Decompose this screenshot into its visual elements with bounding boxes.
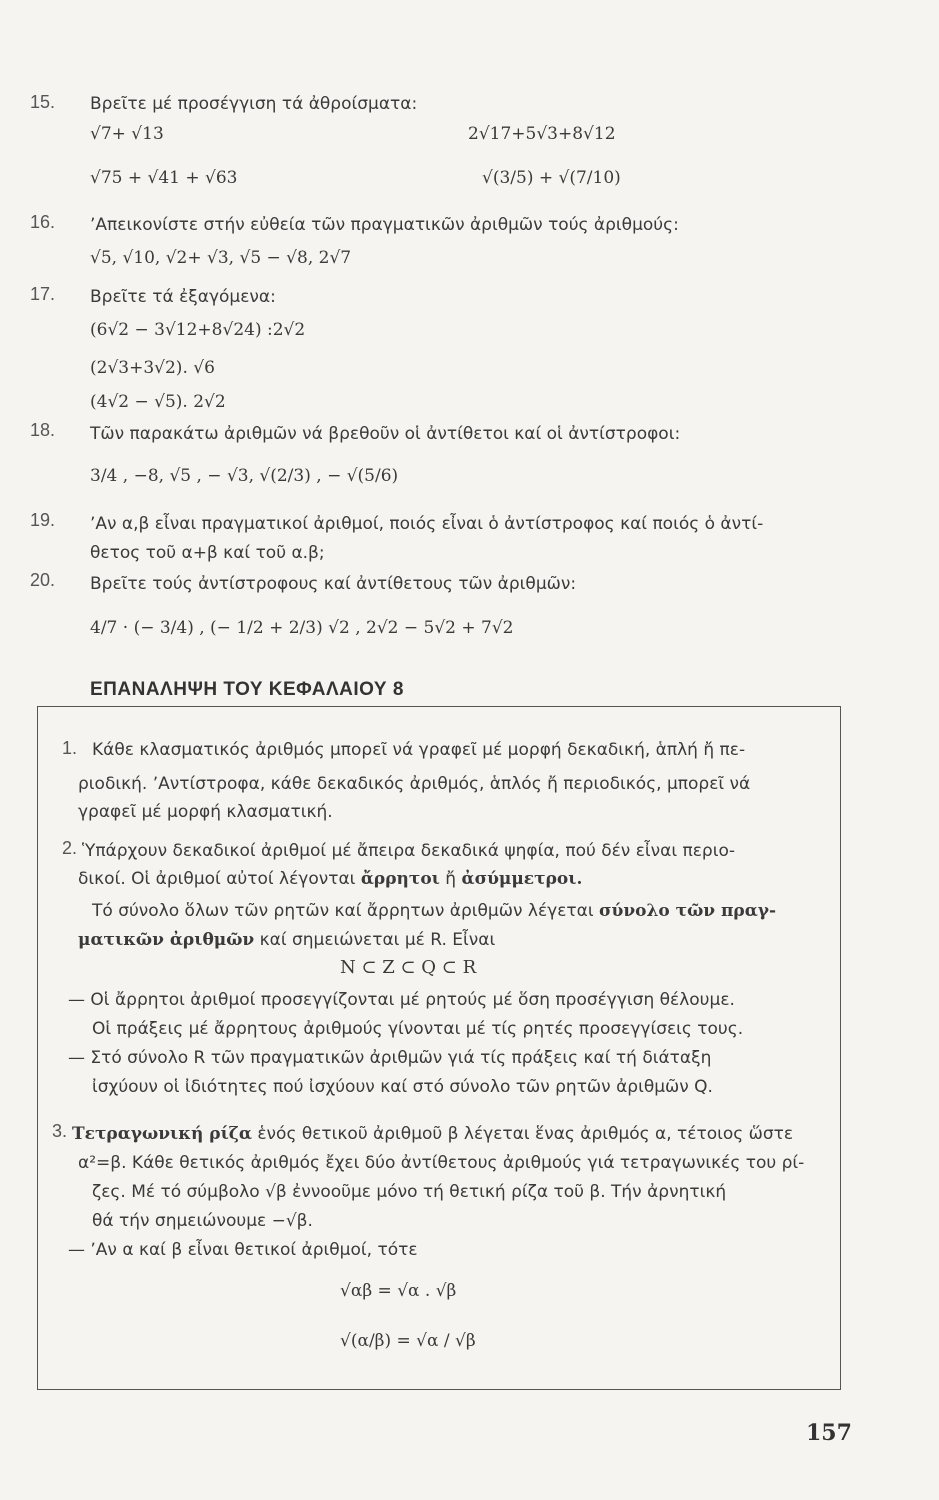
review-heading: ΕΠΑΝΑΛΗΨΗ ΤΟΥ ΚΕΦΑΛΑΙΟΥ 8 <box>90 679 404 700</box>
exercise-15-text: Βρεῖτε μέ προσέγγιση τά ἀθροίσματα: <box>90 94 418 114</box>
exercise-15-math-4: √(3/5) + √(7/10) <box>482 168 621 188</box>
exercise-18-math: 3/4 , −8, √5 , − √3, √(2/3) , − √(5/6) <box>90 466 399 486</box>
review-point-3-line-1: Τετραγωνική ρίζα ἑνός θετικοῦ ἀριθμοῦ β λέγεται ἕνας ἀριθμός α, τέτοιος ὥστε <box>72 1124 794 1144</box>
review-point-2-line-1: Ὑπάρχουν δεκαδικοί ἀριθμοί μέ ἄπειρα δεκαδικά ψηφία, πού δέν εἶναι περιο- <box>82 841 736 861</box>
exercise-17-line-3: (4√2 − √5). 2√2 <box>90 392 226 412</box>
review-dash-2-cont: ἰσχύουν οἱ ἰδιότητες πού ἰσχύουν καί στό σύνολο τῶν ρητῶν ἀριθμῶν Q. <box>92 1077 713 1097</box>
review-dash-1-cont: Οἱ πράξεις μέ ἄρρητους ἀριθμούς γίνονται μέ τίς ρητές προσεγγίσεις τους. <box>92 1019 744 1039</box>
review-point-1-line-3: γραφεῖ μέ μορφή κλασματική. <box>78 802 333 822</box>
review-point-1-line-2: ριοδική. ʼΑντίστροφα, κάθε δεκαδικός ἀριθμός, ἁπλός ἤ περιοδικός, μπορεῖ νά <box>78 774 751 794</box>
review-point-3-line-4: θά τήν σημειώνουμε −√β. <box>92 1211 313 1231</box>
review-dash-1: — Οἱ ἄρρητοι ἀριθμοί προσεγγίζονται μέ ρητούς μέ ὅση προσέγγιση θέλουμε. <box>68 990 735 1010</box>
exercise-20-number: 20. <box>30 570 56 590</box>
formula-quotient-root: √(α/β) = √α / √β <box>340 1331 476 1351</box>
page-number: 157 <box>806 1420 852 1446</box>
exercise-15-number: 15. <box>30 92 56 112</box>
exercise-20-text: Βρεῖτε τούς ἀντίστροφους καί ἀντίθετους τῶν ἀριθμῶν: <box>90 574 577 594</box>
exercise-18-text: Τῶν παρακάτω ἀριθμῶν νά βρεθοῦν οἱ ἀντίθετοι καί οἱ ἀντίστροφοι: <box>90 424 681 444</box>
review-point-3-line-2: α²=β. Κάθε θετικός ἀριθμός ἔχει δύο ἀντίθετους ἀριθμούς γιά τετραγωνικές του ρί- <box>78 1153 805 1173</box>
exercise-17-line-1: (6√2 − 3√12+8√24) :2√2 <box>90 320 306 340</box>
exercise-19-line-1: ʼΑν α,β εἶναι πραγματικοί ἀριθμοί, ποιός εἶναι ὁ ἀντίστροφος καί ποιός ὁ ἀντί- <box>90 514 764 534</box>
term-incommensurable: ἀσύμμετροι. <box>461 869 583 889</box>
formula-product-root: √αβ = √α . √β <box>340 1281 457 1301</box>
review-real-def-line-1: Τό σύνολο ὅλων τῶν ρητῶν καί ἄρρητων ἀριθμῶν λέγεται σύνολο τῶν πραγ- <box>92 901 777 921</box>
review-point-1-number: 1. <box>62 738 78 758</box>
review-real-def-line-2: ματικῶν ἀριθμῶν καί σημειώνεται μέ R. Εἶναι <box>78 930 496 950</box>
exercise-16-number: 16. <box>30 212 56 232</box>
review-dash-3: — ʼΑν α καί β εἶναι θετικοί ἀριθμοί, τότε <box>68 1240 418 1260</box>
term-square-root: Τετραγωνική ρίζα <box>72 1124 252 1144</box>
exercise-17-text: Βρεῖτε τά ἐξαγόμενα: <box>90 287 276 307</box>
review-point-3-number: 3. <box>52 1121 68 1141</box>
exercise-15-math-1: √7+ √13 <box>90 124 164 144</box>
exercise-17-line-2: (2√3+3√2). √6 <box>90 358 215 378</box>
set-inclusion-chain: N ⊂ Z ⊂ Q ⊂ R <box>340 957 477 978</box>
term-real-numbers-end: ματικῶν ἀριθμῶν <box>78 930 255 950</box>
review-point-1-line-1: Κάθε κλασματικός ἀριθμός μπορεῖ νά γραφεῖ μέ μορφή δεκαδική, ἁπλή ἤ πε- <box>92 740 746 760</box>
exercise-17-number: 17. <box>30 284 56 304</box>
term-real-numbers: σύνολο τῶν πραγ- <box>598 901 777 921</box>
exercise-19-number: 19. <box>30 510 56 530</box>
exercise-20-math: 4/7 · (− 3/4) , (− 1/2 + 2/3) √2 , 2√2 − 5√2 + 7√2 <box>90 618 514 638</box>
exercise-18-number: 18. <box>30 420 56 440</box>
exercise-15-math-2: 2√17+5√3+8√12 <box>468 124 616 144</box>
exercise-16-text: ʼΑπεικονίστε στήν εὐθεία τῶν πραγματικῶν ἀριθμῶν τούς ἀριθμούς: <box>90 215 679 235</box>
review-point-3-line-3: ζες. Μέ τό σύμβολο √β ἐννοοῦμε μόνο τή θετική ρίζα τοῦ β. Τήν ἀρνητική <box>92 1182 727 1202</box>
term-irrational: ἄρρητοι <box>360 869 440 889</box>
exercise-15-math-3: √75 + √41 + √63 <box>90 168 238 188</box>
review-dash-2: — Στό σύνολο R τῶν πραγματικῶν ἀριθμῶν γιά τίς πράξεις καί τή διάταξη <box>68 1048 712 1068</box>
review-point-2-line-2: δικοί. Οἱ ἀριθμοί αὐτοί λέγονται ἄρρητοι ἤ ἀσύμμετροι. <box>78 869 583 889</box>
exercise-19-line-2: θετος τοῦ α+β καί τοῦ α.β; <box>90 543 325 563</box>
review-point-2-number: 2. <box>62 838 78 858</box>
exercise-16-math: √5, √10, √2+ √3, √5 − √8, 2√7 <box>90 248 352 268</box>
